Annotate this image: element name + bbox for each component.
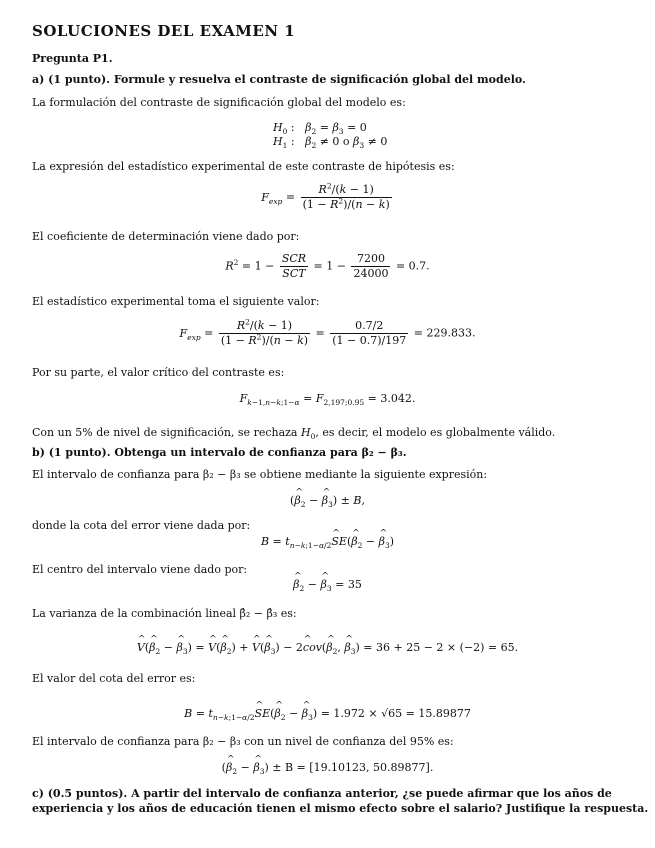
error-bound-expression: $B = t_{n-k;1-\alpha/2}\^{}$ SE(^ $\beta_2$ − ^ $\beta_3$)	[0, 535, 655, 549]
center-value: = 35	[335, 578, 362, 591]
part-b-paragraph-5: El valor del cota del error es:	[32, 672, 196, 685]
center-expression: ^ $\beta_2$ − ^ $\beta_3 = 35$	[0, 578, 655, 592]
part-b-heading: b) (1 punto). Obtenga un intervalo de confianza para β₂ − β₃.	[32, 446, 407, 459]
page-title: SOLUCIONES DEL EXAMEN 1	[32, 22, 296, 40]
f-numerator: 0.7/2	[330, 319, 408, 334]
part-a-paragraph-2: La expresión del estadístico experimental de este contraste de hipótesis es:	[32, 160, 455, 173]
part-a-paragraph-3: El coeficiente de determinación viene dado por:	[32, 230, 300, 243]
f-value-formula: $F_{exp}$ = $\frac{R^2/(k - 1)}{(1 - R^2)/(n - k)}$ = $\frac{0.7/2}{(1 - 0.7)/197}$ = 229.833.	[179, 317, 476, 347]
bound-value: = 1.972 × √65 = 15.89877	[320, 707, 471, 720]
part-c-heading-line-1: c) (0.5 puntos). A partir del intervalo de confianza anterior, ¿se puede afirmar que los años de	[32, 787, 612, 800]
part-b-paragraph-1: El intervalo de confianza para β₂ − β₃ se obtiene mediante la siguiente expresión:	[32, 468, 488, 481]
interval-value: ± B = [19.10123, 50.89877].	[272, 761, 434, 774]
hypothesis-h0: $H_0$ : $\beta_2 = \beta_3 = 0$	[273, 121, 367, 137]
part-b-paragraph-6: El intervalo de confianza para β₂ − β₃ con un nivel de confianza del 95% es:	[32, 735, 454, 748]
critical-value: = 3.042.	[367, 392, 416, 405]
critical-value-formula: $F_{k-1,n-k;1-\alpha} = F_{2,197;0.95} = 3.042$.	[239, 392, 416, 408]
part-b-paragraph-2: donde la cota del error viene dada por:	[32, 519, 251, 532]
question-label: Pregunta P1.	[32, 52, 113, 65]
part-a-paragraph-5: Por su parte, el valor crítico del contraste es:	[32, 366, 285, 379]
part-a-heading: a) (1 punto). Formule y resuelva el contraste de significación global del modelo.	[32, 73, 526, 86]
interval-value-expression: (^ $\beta_2$ − ^ $\beta_3) \pm B = [19.10123$, 50.89877].	[0, 761, 655, 775]
part-a-paragraph-1: La formulación del contraste de significación global del modelo es:	[32, 96, 406, 109]
bound-value-expression: $B = t_{n-k;1-\alpha/2}\^{}$ SE(^ $\beta_2$ − ^ $\beta_3) = 1.972 \times √65 = 15.89877$	[0, 707, 655, 721]
f-value: = 229.833.	[413, 326, 476, 340]
variance-expression: ^ V(^ $\beta_2$ − ^ $\beta_3$) = ^ V(^ $\beta_2$) + ^ V(^ $\beta_3$) − 2^ cov(^ $\beta_2$, ^ $\beta_3) = 36 + 25 - 2 \times (-2) = 65$.	[0, 641, 655, 655]
r2-formula: $R^2 = 1$ − $\frac{\text{SCR}}{\text{SCT}}$ = 1 − $\frac{7200}{24000}$ = 0.7.	[225, 252, 430, 280]
interval-expression: (^ $\beta_2$ − ^ $\beta_3) \pm B$,	[0, 494, 655, 508]
variance-value: = 36 + 25 − 2 × (−2) = 65.	[363, 641, 519, 654]
r2-value: = 0.7.	[395, 259, 430, 273]
f-denominator: (1 − 0.7)/197	[332, 334, 407, 347]
part-b-paragraph-3: El centro del intervalo viene dado por:	[32, 563, 248, 576]
part-a-paragraph-4: El estadístico experimental toma el siguiente valor:	[32, 295, 320, 308]
hypothesis-h1: $H_1$ : $\beta_2 \ne 0$ o $\beta_3 \ne 0$	[273, 135, 388, 151]
r2-denominator: 24000	[353, 267, 389, 280]
f-statistic-formula: $F_{exp}$ = $\frac{R^2/(k - 1)}{(1 - R^2)/(n - k)}$	[261, 181, 390, 211]
part-c-heading-line-2: experiencia y los años de educación tienen el mismo efecto sobre el salario? Justifique la respuesta.	[32, 802, 649, 815]
r2-numerator: 7200	[351, 252, 390, 267]
part-b-paragraph-4: La varianza de la combinación lineal β̂₂ − β̂₃ es:	[32, 607, 297, 620]
part-a-conclusion: Con un 5% de nivel de significación, se rechaza $H_0$, es decir, el modelo es globalmente válido.	[32, 426, 556, 442]
